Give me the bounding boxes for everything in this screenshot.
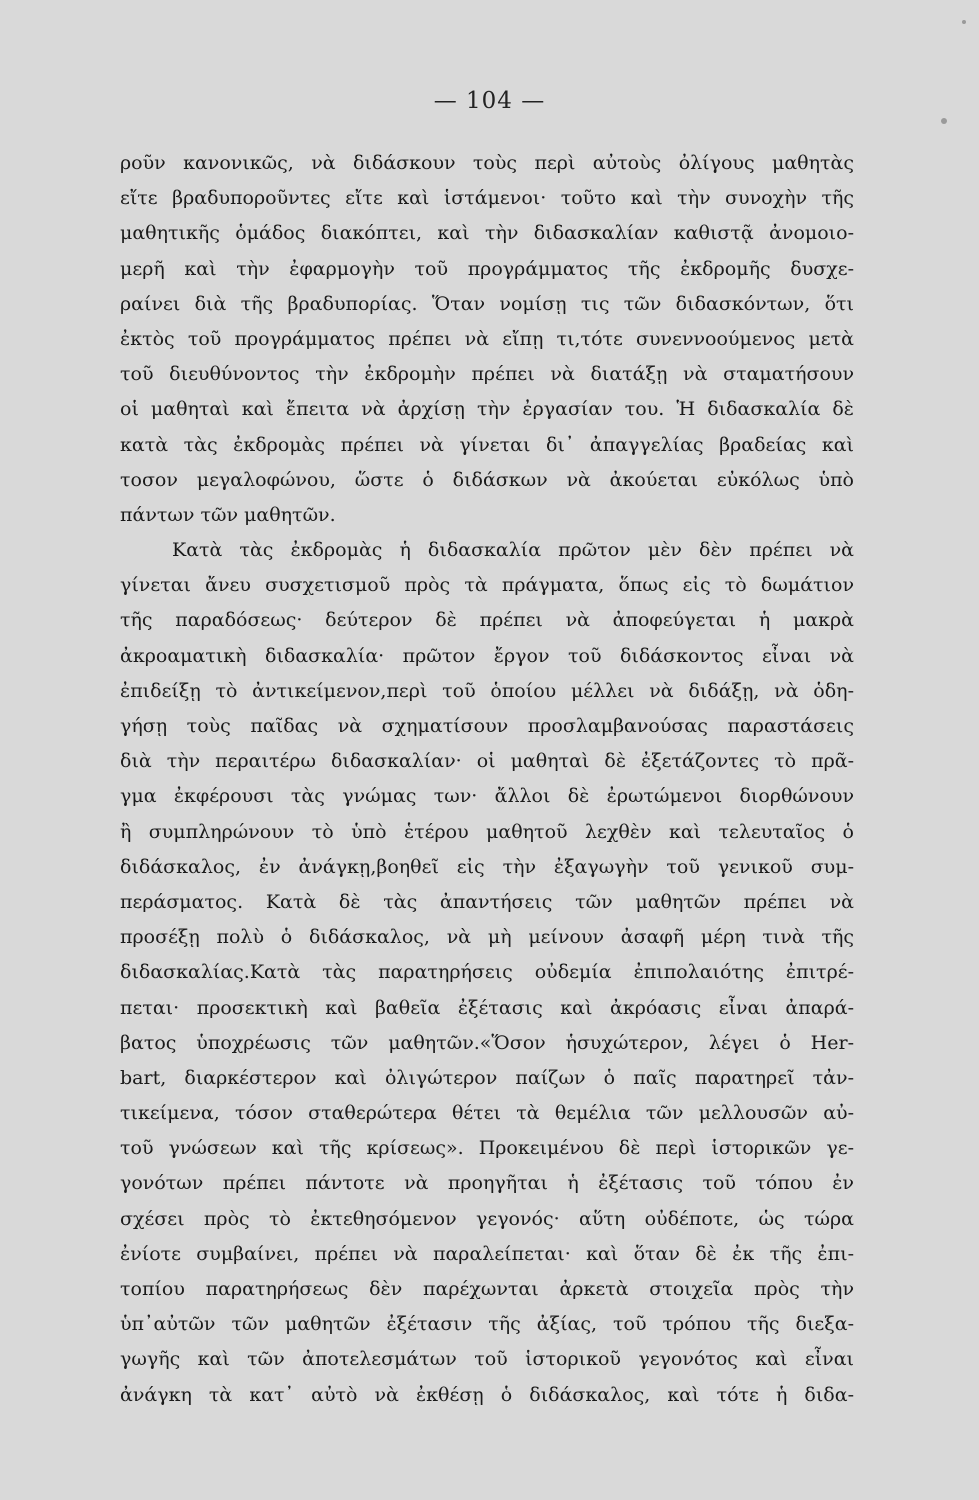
text-line: ροῦν κανονικῶς, νὰ διδάσκουν τοὺς περὶ αὐτοὺς ὀλίγους μαθητὰς — [120, 152, 854, 174]
text-line: τοῦ γνώσεων καὶ τῆς κρίσεως». Προκειμένου δὲ περὶ ἱστορικῶν γε- — [120, 1137, 854, 1160]
paragraph-2 — [120, 533, 854, 1413]
text-line: γήσῃ τοὺς παῖδας νὰ σχηματίσουν προσλαμβανούσας παραστάσεις — [120, 715, 854, 737]
text-line: σχέσει πρὸς τὸ ἐκτεθησόμενον γεγονός· αὕτη οὐδέποτε, ὡς τώρα — [120, 1207, 854, 1230]
text-line: bart, διαρκέστερον καὶ ὀλιγώτερον παίζων ὁ παῖς παρατηρεῖ τἀν- — [120, 1066, 854, 1089]
paragraph-1 — [120, 146, 854, 533]
text-line: ἀνάγκη τὰ κατ᾽ αὐτὸ νὰ ἐκθέσῃ ὁ διδάσκαλος, καὶ τότε ἡ διδα- — [120, 1383, 854, 1406]
text-line: περάσματος. Κατὰ δὲ τὰς ἀπαντήσεις τῶν μαθητῶν πρέπει νὰ — [120, 890, 854, 913]
text-line: βατος ὑποχρέωσις τῶν μαθητῶν.«Ὅσον ἡσυχώτερον, λέγει ὁ Her- — [120, 1031, 854, 1054]
text-line: μερῆ καὶ τὴν ἐφαρμογὴν τοῦ προγράμματος τῆς ἐκδρομῆς δυσχε- — [120, 257, 854, 280]
paper-speck — [941, 118, 947, 124]
text-line: τικείμενα, τόσον σταθερώτερα θέτει τὰ θεμέλια τῶν μελλουσῶν αὐ- — [120, 1102, 854, 1125]
text-line: προσέξῃ πολὺ ὁ διδάσκαλος, νὰ μὴ μείνουν ἀσαφῆ μέρη τινὰ τῆς — [120, 926, 854, 949]
text-line: γωγῆς καὶ τῶν ἀποτελεσμάτων τοῦ ἱστορικοῦ γεγονότος καὶ εἶναι — [120, 1348, 854, 1371]
text-line: διδάσκαλος, ἐν ἀνάγκῃ,βοηθεῖ εἰς τὴν ἐξαγωγὴν τοῦ γενικοῦ συμ- — [120, 855, 854, 878]
text-line: ἐπιδείξῃ τὸ ἀντικείμενον,περὶ τοῦ ὁποίου μέλλει νὰ διδάξῃ, νὰ ὁδη- — [120, 679, 854, 702]
text-line: τοπίου παρατηρήσεως δὲν παρέχωνται ἀρκετὰ στοιχεῖα πρὸς τὴν — [120, 1278, 854, 1300]
text-line: ἀκροαματικὴ διδασκαλία· πρῶτον ἔργον τοῦ διδάσκοντος εἶναι νὰ — [120, 644, 854, 667]
text-line: διὰ τὴν περαιτέρω διδασκαλίαν· οἱ μαθηταὶ δὲ ἐξετάζοντες τὸ πρᾶ- — [120, 750, 854, 773]
text-line: Κατὰ τὰς ἐκδρομὰς ἡ διδασκαλία πρῶτον μὲν δὲν πρέπει νὰ — [172, 539, 854, 562]
text-line: ἐνίοτε συμβαίνει, πρέπει νὰ παραλείπεται· καὶ ὅταν δὲ ἐκ τῆς ἐπι- — [120, 1242, 854, 1265]
text-line: πάντων τῶν μαθητῶν. — [120, 503, 336, 526]
text-line: κατὰ τὰς ἐκδρομὰς πρέπει νὰ γίνεται δι᾽ ἀπαγγελίας βραδείας καὶ — [120, 433, 854, 456]
text-line: τῆς παραδόσεως· δεύτερον δὲ πρέπει νὰ ἀποφεύγεται ἡ μακρὰ — [120, 609, 854, 632]
text-line: ἢ συμπληρώνουν τὸ ὑπὸ ἑτέρου μαθητοῦ λεχθὲν καὶ τελευταῖος ὁ — [120, 820, 854, 843]
text-line: οἱ μαθηταὶ καὶ ἔπειτα νὰ ἀρχίσῃ τὴν ἐργασίαν του. Ἡ διδασκαλία δὲ — [120, 398, 854, 421]
text-line: πεται· προσεκτικὴ καὶ βαθεῖα ἐξέτασις καὶ ἀκρόασις εἶναι ἀπαρά- — [120, 996, 854, 1019]
text-line: γονότων πρέπει πάντοτε νὰ προηγῆται ἡ ἐξέτασις τοῦ τόπου ἐν — [120, 1172, 854, 1195]
text-line: γμα ἐκφέρουσι τὰς γνώμας των· ἄλλοι δὲ ἐρωτώμενοι διορθώνουν — [120, 785, 854, 808]
paper-speck — [962, 20, 966, 24]
text-line: εἴτε βραδυποροῦντες εἴτε καὶ ἱστάμενοι· τοῦτο καὶ τὴν συνοχὴν τῆς — [120, 187, 854, 210]
page-number: — 104 — — [433, 88, 546, 114]
text-line: ραίνει διὰ τῆς βραδυπορίας. Ὅταν νομίσῃ τις τῶν διδασκόντων, ὅτι — [120, 292, 854, 315]
text-line: μαθητικῆς ὁμάδος διακόπτει, καὶ τὴν διδασκαλίαν καθιστᾷ ἀνομοιο- — [120, 222, 854, 245]
text-line: ἐκτὸς τοῦ προγράμματος πρέπει νὰ εἴπῃ τι,τότε συνεννοούμενος μετὰ — [120, 327, 854, 350]
body-text — [120, 146, 854, 1413]
text-line: γίνεται ἄνευ συσχετισμοῦ πρὸς τὰ πράγματα, ὅπως εἰς τὸ δωμάτιον — [120, 574, 854, 597]
text-line: τοσον μεγαλοφώνου, ὥστε ὁ διδάσκων νὰ ἀκούεται εὐκόλως ὑπὸ — [120, 468, 854, 491]
text-line: διδασκαλίας.Κατὰ τὰς παρατηρήσεις οὐδεμία ἐπιπολαιότης ἐπιτρέ- — [120, 961, 854, 984]
text-line: ὑπ᾽αὐτῶν τῶν μαθητῶν ἐξέτασιν τῆς ἀξίας, τοῦ τρόπου τῆς διεξα- — [120, 1313, 854, 1336]
text-line: τοῦ διευθύνοντος τὴν ἐκδρομὴν πρέπει νὰ διατάξῃ νὰ σταματήσουν — [120, 363, 854, 386]
